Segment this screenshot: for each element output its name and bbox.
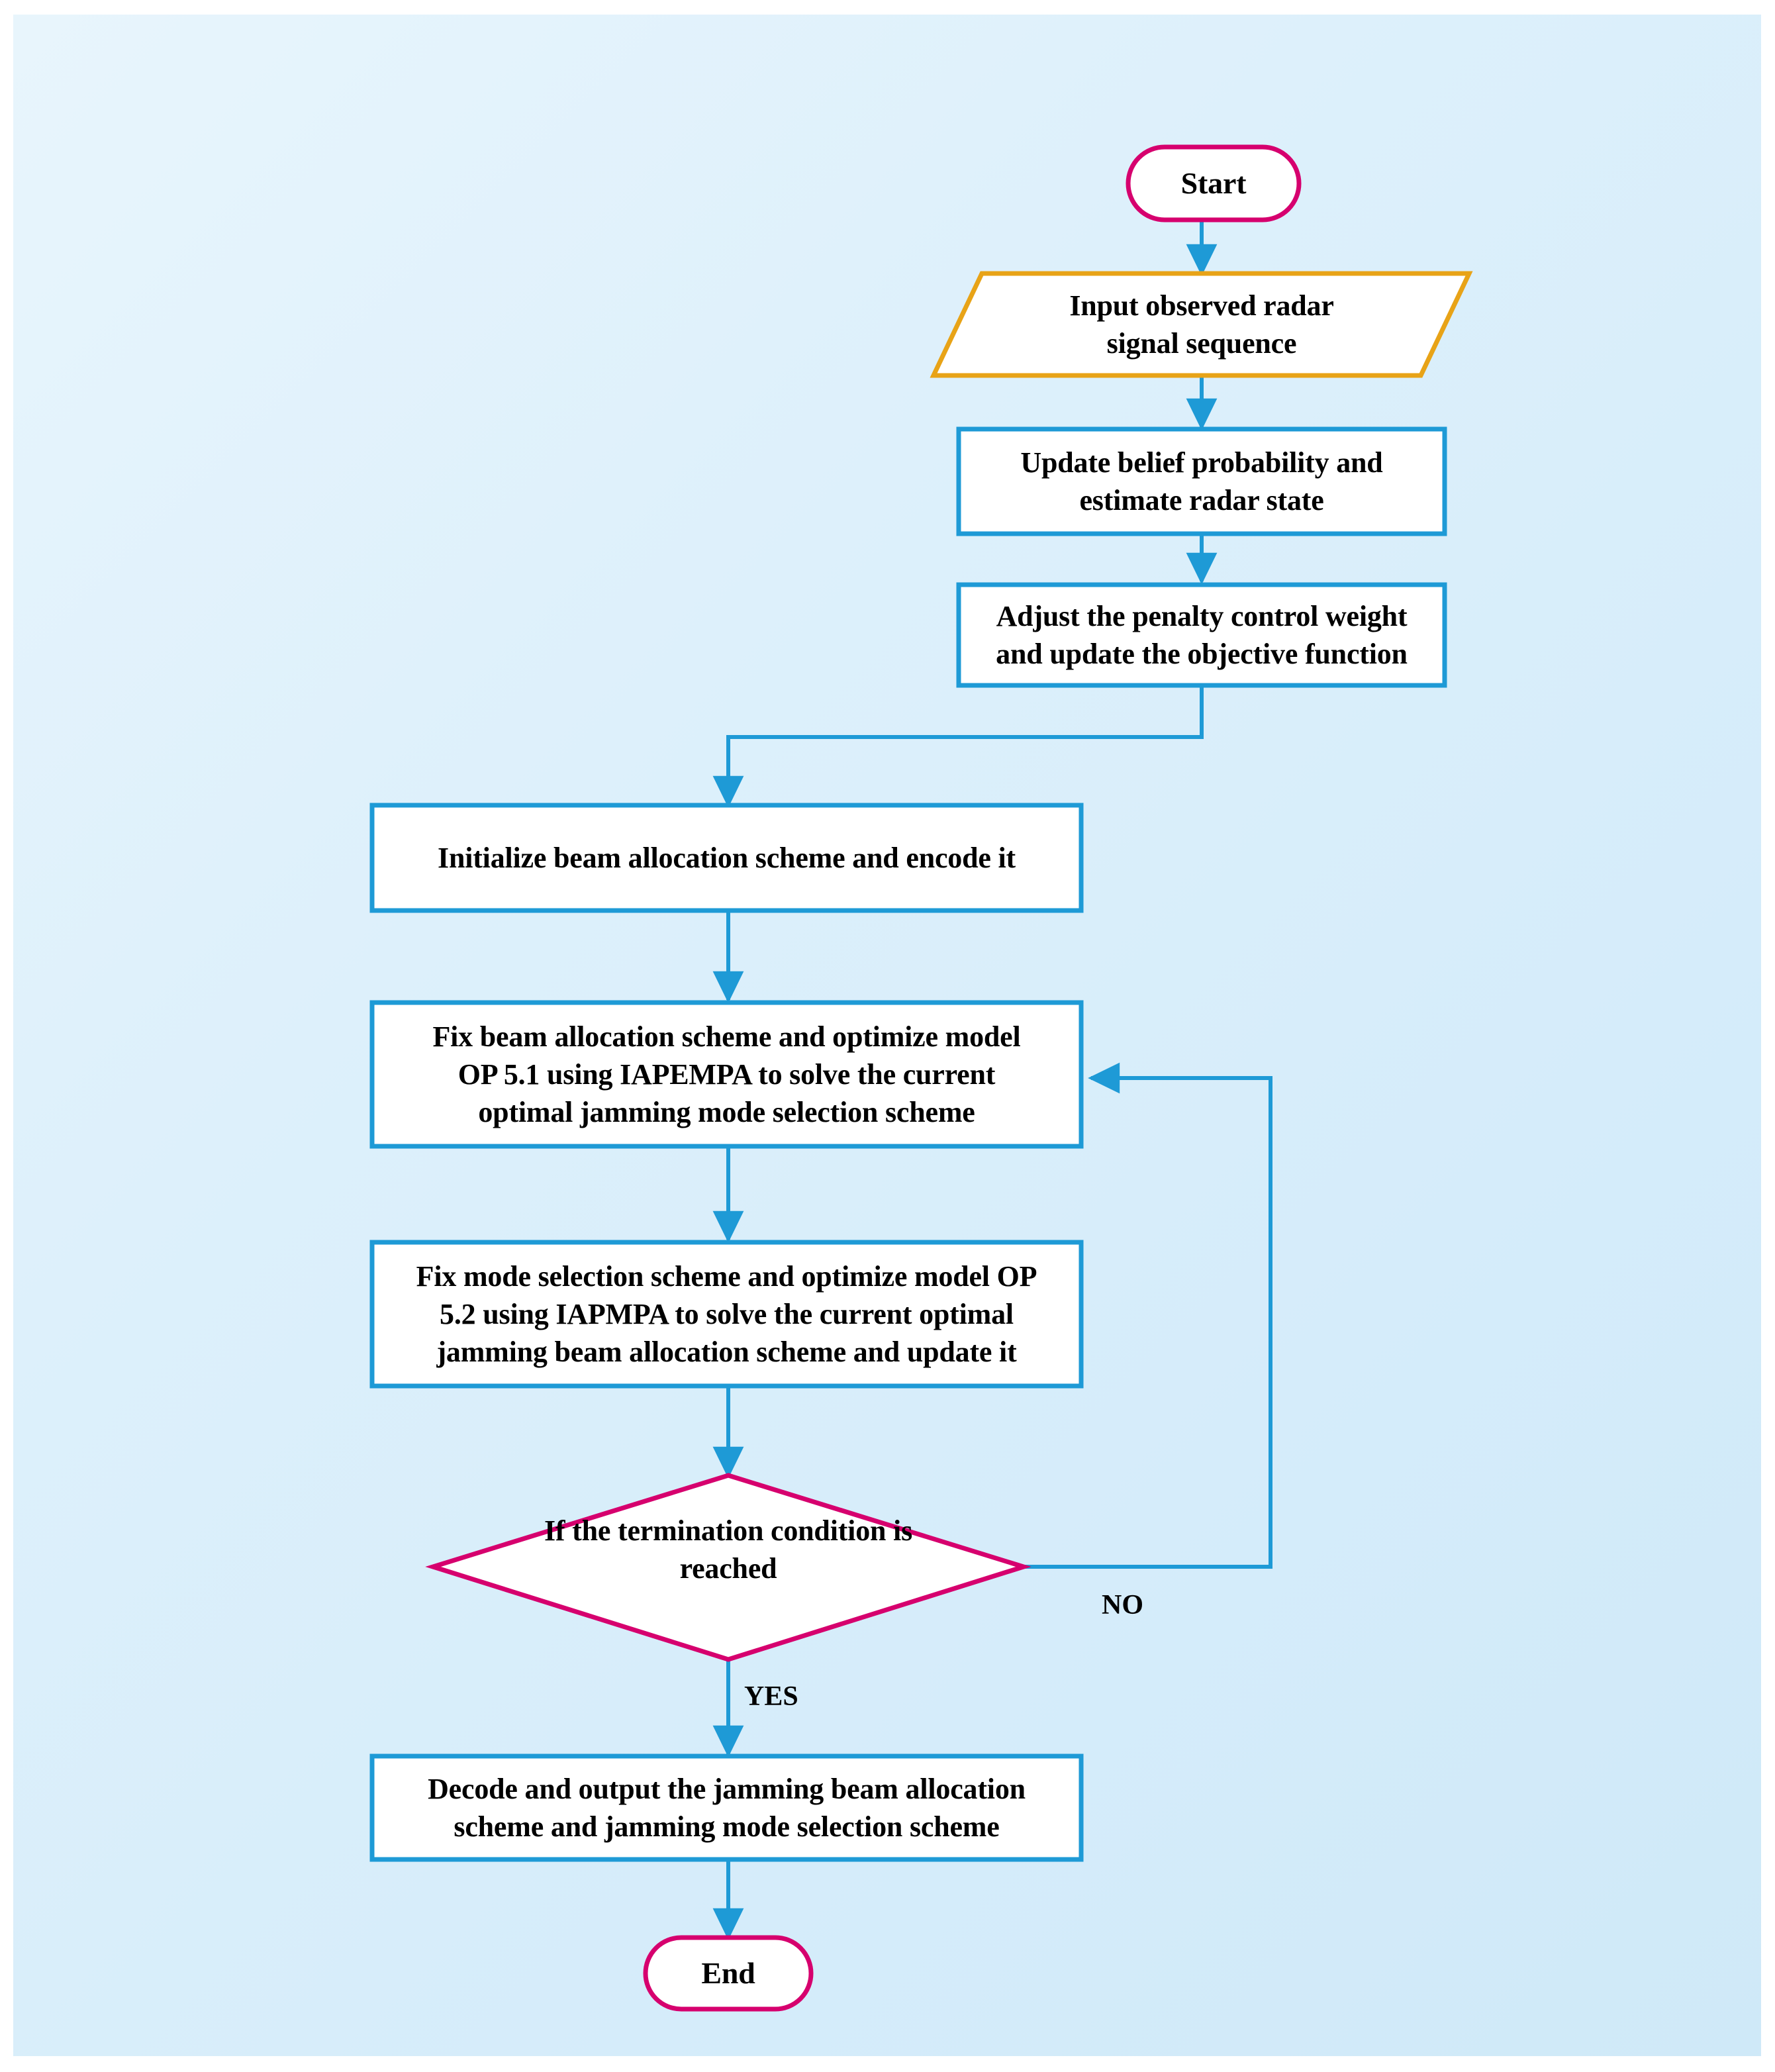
node-start-shape[interactable] (1128, 147, 1299, 220)
node-update-belief-label: Update belief probability and estimate radar state (1020, 446, 1383, 517)
node-end-label: End (701, 1956, 755, 1991)
connector-adjust-to-initialize (728, 685, 1202, 805)
node-termination-shape[interactable] (433, 1475, 1024, 1659)
node-fix-beam-shape[interactable] (372, 1003, 1081, 1146)
node-decode-output-shape[interactable] (372, 1756, 1081, 1859)
node-adjust-penalty-shape[interactable] (959, 585, 1445, 685)
node-end-shape[interactable] (646, 1938, 811, 2009)
edge-label-yes: YES (744, 1681, 798, 1712)
node-fix-mode-shape[interactable] (372, 1242, 1081, 1386)
node-initialize-beam-shape[interactable] (372, 805, 1081, 911)
node-fix-beam-label: Fix beam allocation scheme and optimize model OP 5.1 using IAPEMPA to solve the current optimal jamming mode selection scheme (432, 1020, 1021, 1129)
node-decode-output-label: Decode and output the jamming beam allocation scheme and jamming mode selection scheme (428, 1772, 1026, 1843)
node-input-signal-label: Input observed radar signal sequence (1069, 289, 1334, 360)
node-termination-label: If the termination condition is reached (544, 1514, 913, 1585)
node-initialize-beam-label: Initialize beam allocation scheme and encode it (438, 841, 1016, 874)
node-fix-mode-label: Fix mode selection scheme and optimize model OP 5.2 using IAPMPA to solve the current optimal jamming beam allocation scheme and update it (416, 1259, 1037, 1369)
node-update-belief-shape[interactable] (959, 429, 1445, 534)
node-input-signal-shape[interactable] (934, 273, 1469, 375)
edge-label-no: NO (1102, 1590, 1143, 1620)
node-adjust-penalty-label: Adjust the penalty control weight and update the objective function (996, 599, 1408, 670)
node-start-label: Start (1180, 166, 1247, 201)
